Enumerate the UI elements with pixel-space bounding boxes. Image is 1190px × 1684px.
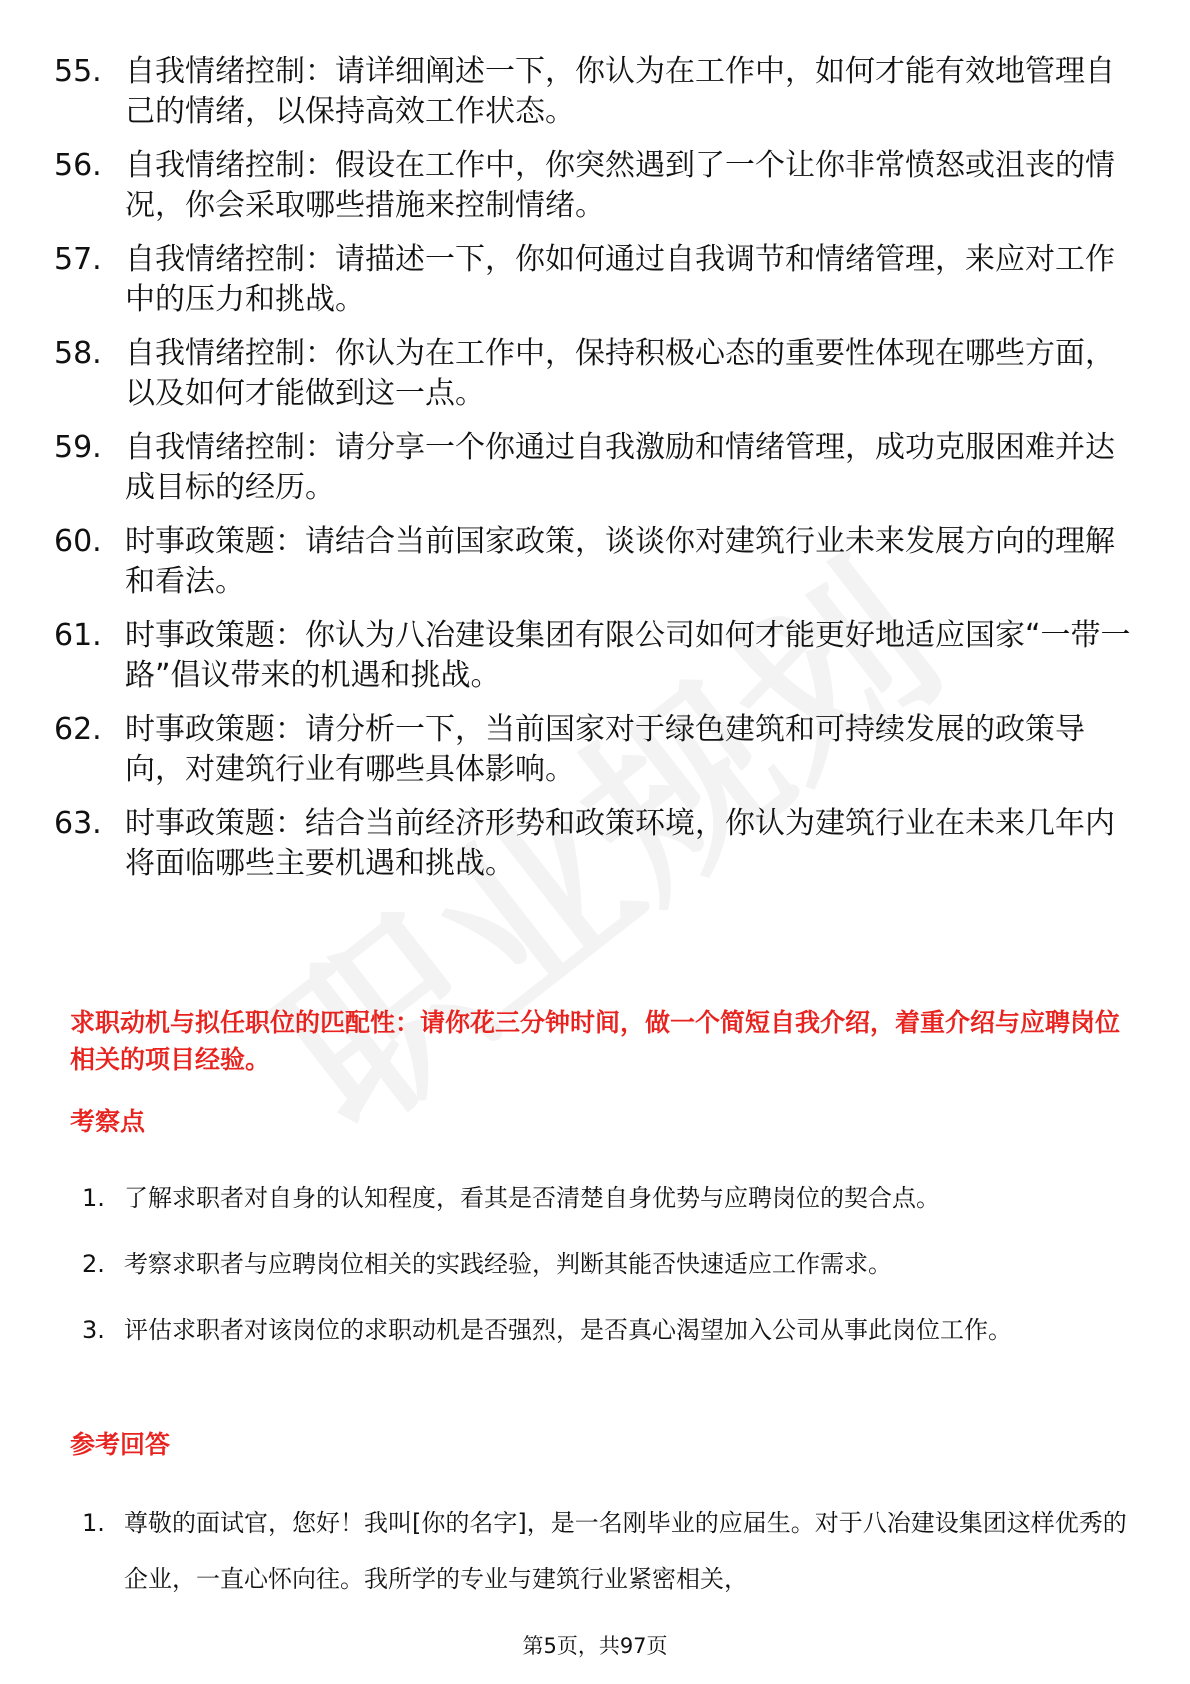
question-item [54,52,1139,132]
list-number: 1. [82,1509,105,1537]
question-item [54,522,1139,602]
question-text: 自我情绪控制：请详细阐述一下，你认为在工作中，如何才能有效地管理自己的情绪，以保持高效工作状态。 [125,54,1115,129]
question-text: 时事政策题：你认为八冶建设集团有限公司如何才能更好地适应国家“一带一路”倡议带来的机遇和挑战。 [125,618,1131,693]
question-item [54,804,1139,884]
assessment-list [82,1170,1132,1368]
reference-heading: 参考回答 [70,1430,171,1459]
question-text: 自我情绪控制：请描述一下，你如何通过自我调节和情绪管理，来应对工作中的压力和挑战。 [125,242,1115,317]
question-text: 时事政策题：请结合当前国家政策，谈谈你对建筑行业未来发展方向的理解和看法。 [125,524,1115,599]
question-number: 55. [54,54,102,89]
list-text: 了解求职者对自身的认知程度，看其是否清楚自身优势与应聘岗位的契合点。 [124,1184,940,1212]
question-number: 56. [54,148,102,183]
list-text: 评估求职者对该岗位的求职动机是否强烈，是否真心渴望加入公司从事此岗位工作。 [124,1316,1012,1344]
question-text: 自我情绪控制：你认为在工作中，保持积极心态的重要性体现在哪些方面，以及如何才能做到这一点。 [125,336,1115,411]
question-item [54,710,1139,790]
list-item [82,1302,1132,1358]
question-item [54,334,1139,414]
list-number: 1. [82,1184,105,1212]
question-item [54,616,1139,696]
list-text: 考察求职者与应聘岗位相关的实践经验，判断其能否快速适应工作需求。 [124,1250,892,1278]
question-number: 58. [54,336,102,371]
question-number: 59. [54,430,102,465]
question-list [54,52,1139,898]
list-item [82,1170,1132,1226]
highlight-question: 求职动机与拟任职位的匹配性：请你花三分钟时间，做一个简短自我介绍，着重介绍与应聘岗位相关的项目经验。 [70,1008,1121,1074]
question-item [54,146,1139,226]
question-item [54,240,1139,320]
question-text: 自我情绪控制：请分享一个你通过自我激励和情绪管理，成功克服困难并达成目标的经历。 [125,430,1115,505]
question-number: 60. [54,524,102,559]
question-number: 57. [54,242,102,277]
list-number: 3. [82,1316,105,1344]
list-item [82,1236,1132,1292]
reference-list [82,1495,1132,1617]
question-number: 63. [54,806,102,841]
list-text: 尊敬的面试官，您好！我叫[你的名字]，是一名刚毕业的应届生。对于八冶建设集团这样优秀的企业，一直心怀向往。我所学的专业与建筑行业紧密相关， [124,1509,1127,1593]
list-number: 2. [82,1250,105,1278]
assessment-heading: 考察点 [70,1107,146,1136]
page-footer: 第5页，共97页 [522,1634,668,1658]
question-number: 62. [54,712,102,747]
question-text: 时事政策题：结合当前经济形势和政策环境，你认为建筑行业在未来几年内将面临哪些主要机遇和挑战。 [125,806,1115,881]
list-item [82,1495,1132,1607]
question-text: 时事政策题：请分析一下，当前国家对于绿色建筑和可持续发展的政策导向，对建筑行业有哪些具体影响。 [125,712,1085,787]
question-text: 自我情绪控制：假设在工作中，你突然遇到了一个让你非常愤怒或沮丧的情况，你会采取哪些措施来控制情绪。 [125,148,1115,223]
question-number: 61. [54,618,102,653]
question-item [54,428,1139,508]
